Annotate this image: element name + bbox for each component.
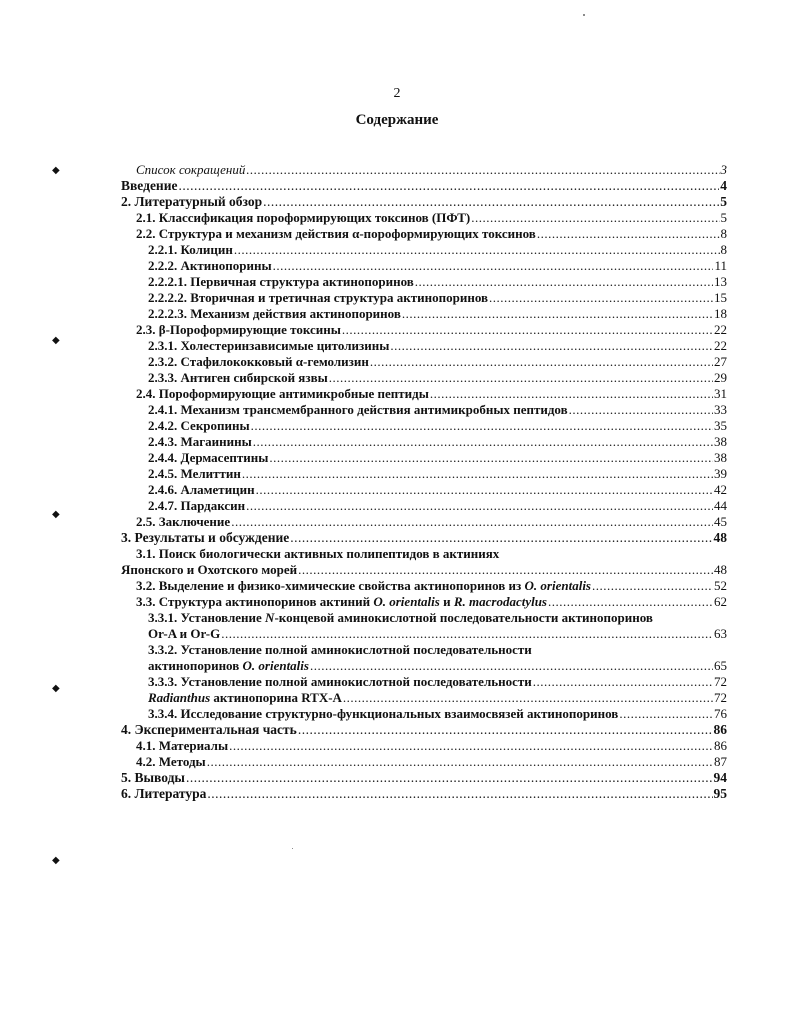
- toc-entry[interactable]: 3. Результаты и обсуждение ..... 48: [121, 530, 727, 546]
- toc-entry[interactable]: 2.4.2. Секропины ..... 35: [121, 418, 727, 434]
- toc-entry[interactable]: 2.4.1. Механизм трансмембранного действия антимикробных пептидов ..... 33: [121, 402, 727, 418]
- toc-entry[interactable]: 4. Экспериментальная часть ..... 86: [121, 722, 727, 738]
- toc-entry[interactable]: Список сокращений ..... 3: [121, 162, 727, 178]
- toc-entry[interactable]: 5. Выводы ..... 94: [121, 770, 727, 786]
- toc-entry[interactable]: 2.2. Структура и механизм действия α-пороформирующих токсинов ..... 8: [121, 226, 727, 242]
- toc-entry[interactable]: 2.3. β-Пороформирующие токсины ..... 22: [121, 322, 727, 338]
- page-number: 2: [393, 86, 401, 101]
- toc-entry[interactable]: 2.3.1. Холестеринзависимые цитолизины ..... 22: [121, 338, 727, 354]
- toc-entry[interactable]: 2.4.4. Дермасептины ..... 38: [121, 450, 727, 466]
- scan-mark: ◆: [52, 855, 60, 866]
- toc-entry[interactable]: 2. Литературный обзор ..... 5: [121, 194, 727, 210]
- toc-entry[interactable]: 4.2. Методы ..... 87: [121, 754, 727, 770]
- toc-entry[interactable]: 2.4.7. Пардаксин ..... 44: [121, 498, 727, 514]
- toc-entry[interactable]: 2.2.2. Актинопорины ..... 11: [121, 258, 727, 274]
- scan-speck: [583, 14, 585, 16]
- toc-entry[interactable]: Японского и Охотского морей ..... 48: [121, 562, 727, 578]
- toc-entry[interactable]: 2.4.3. Магаинины ..... 38: [121, 434, 727, 450]
- page-title: Содержание: [355, 112, 439, 128]
- toc-entry[interactable]: 2.4.5. Мелиттин ..... 39: [121, 466, 727, 482]
- scan-mark: ◆: [52, 509, 60, 520]
- toc-entry[interactable]: Введение ..... 4: [121, 178, 727, 194]
- toc-entry[interactable]: 6. Литература ..... 95: [121, 786, 727, 802]
- toc-entry[interactable]: 2.5. Заключение ..... 45: [121, 514, 727, 530]
- table-of-contents: [121, 162, 727, 802]
- toc-entry[interactable]: 2.2.2.1. Первичная структура актинопоринов ..... 13: [121, 274, 727, 290]
- toc-entry[interactable]: 3.3.4. Исследование структурно-функциональных взаимосвязей актинопоринов ..... 76: [121, 706, 727, 722]
- toc-entry[interactable]: 4.1. Материалы ..... 86: [121, 738, 727, 754]
- scan-mark: ◆: [52, 683, 60, 694]
- toc-entry-line: 3.3.2. Установление полной аминокислотной последовательности: [148, 642, 532, 657]
- scan-mark: ◆: [52, 335, 60, 346]
- toc-entry-line: 3.1. Поиск биологически активных полипептидов в актиниях: [136, 546, 500, 561]
- toc-entry[interactable]: 2.2.2.3. Механизм действия актинопоринов ..... 18: [121, 306, 727, 322]
- toc-entry[interactable]: 2.2.1. Колицин ..... 8: [121, 242, 727, 258]
- toc-entry[interactable]: 2.4. Пороформирующие антимикробные пептиды ..... 31: [121, 386, 727, 402]
- toc-entry[interactable]: Or-A и Or-G ..... 63: [121, 626, 727, 642]
- toc-entry[interactable]: 3.3. Структура актинопоринов актиний O. orientalis и R. macrodactylus ..... 62: [121, 594, 727, 610]
- toc-entry[interactable]: актинопоринов O. orientalis ..... 65: [121, 658, 727, 674]
- scan-speck: [292, 848, 293, 849]
- scan-mark: ◆: [52, 165, 60, 176]
- toc-entry-line: 3.3.1. Установление N-концевой аминокислотной последовательности актинопоринов: [148, 610, 653, 625]
- toc-entry[interactable]: 2.4.6. Аламетицин ..... 42: [121, 482, 727, 498]
- toc-entry[interactable]: 2.1. Классификация пороформирующих токсинов (ПФТ) ..... 5: [121, 210, 727, 226]
- toc-entry[interactable]: 2.3.3. Антиген сибирской язвы ..... 29: [121, 370, 727, 386]
- toc-entry[interactable]: 3.3.3. Установление полной аминокислотной последовательности ..... 72: [121, 674, 727, 690]
- toc-entry[interactable]: 3.2. Выделение и физико-химические свойства актинопоринов из O. orientalis ..... 52: [121, 578, 727, 594]
- toc-entry[interactable]: Radianthus актинопорина RTX-A ..... 72: [121, 690, 727, 706]
- toc-entry[interactable]: 2.3.2. Стафилококковый α-гемолизин ..... 27: [121, 354, 727, 370]
- toc-entry[interactable]: 2.2.2.2. Вторичная и третичная структура актинопоринов ..... 15: [121, 290, 727, 306]
